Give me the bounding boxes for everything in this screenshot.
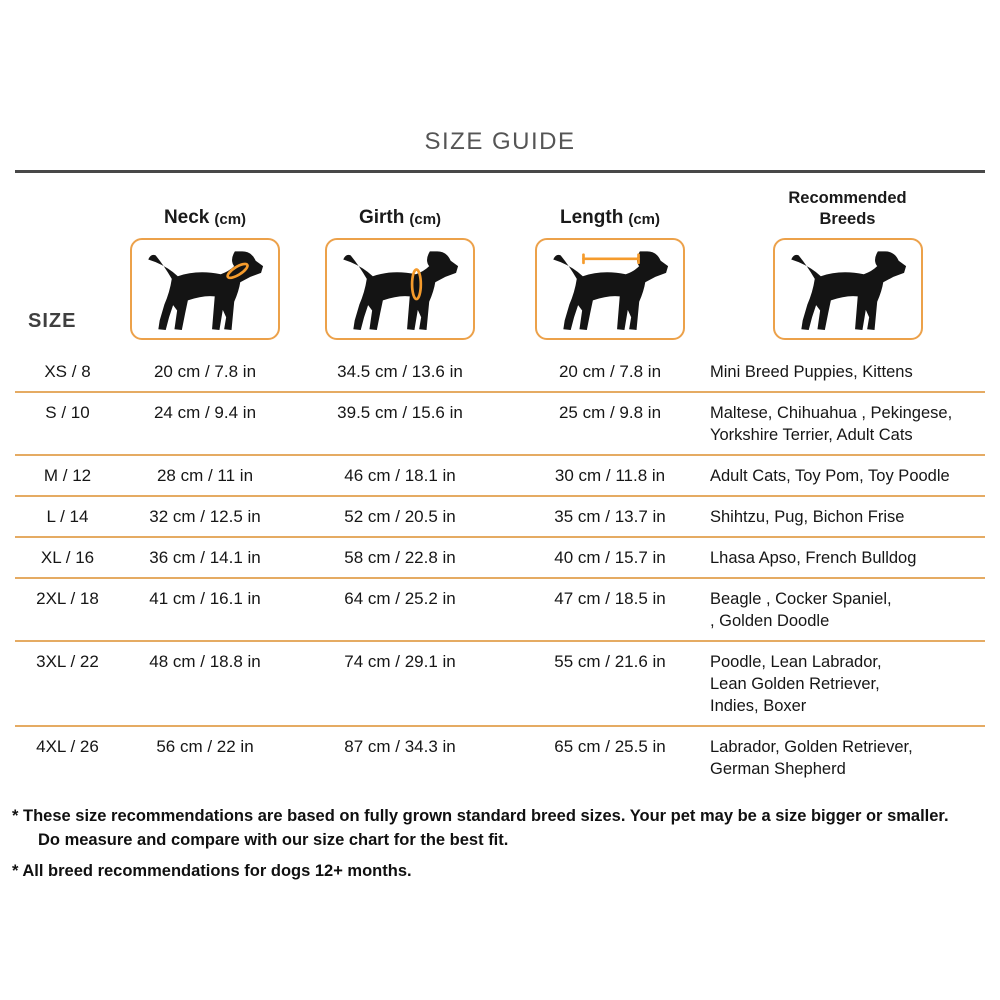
breeds-cell: Beagle , Cocker Spaniel, , Golden Doodle [710,590,892,630]
measure-illustrations [15,238,985,340]
neck-column-header: Neck (cm) [163,207,247,229]
table-row [15,579,985,642]
breeds-cell: Adult Cats, Toy Pom, Toy Poodle [710,467,950,485]
footnote: * These size recommendations are based on fully grown standard breed sizes. Your pet may be a size bigger or smaller. Do measure and compare with our size chart for the best fit. [12,807,949,849]
girth-column-header: Girth (cm) [358,207,442,229]
neck-cell: 41 cm / 16.1 in [149,589,261,608]
neck-cell: 28 cm / 11 in [156,466,254,485]
neck-illustration-box [130,238,280,340]
breeds-cell: Shihtzu, Pug, Bichon Frise [710,508,905,526]
size-cell: XL / 16 [40,548,95,567]
dog-girth-measure-icon [331,242,469,336]
neck-cell: 20 cm / 7.8 in [153,362,257,381]
table-row [15,642,985,727]
girth-cell: 58 cm / 22.8 in [344,548,456,567]
size-cell: S / 10 [45,403,90,422]
dog-silhouette-icon [779,242,917,336]
length-cell: 20 cm / 7.8 in [558,362,662,381]
size-cell: 4XL / 26 [36,737,99,756]
breeds-illustration-box [773,238,923,340]
breeds-cell: Mini Breed Puppies, Kittens [710,363,913,381]
breeds-cell: Lhasa Apso, French Bulldog [710,549,917,567]
neck-cell: 24 cm / 9.4 in [153,403,257,422]
table-row [15,497,985,538]
size-cell: L / 14 [46,507,89,526]
table-row [15,456,985,497]
neck-cell: 56 cm / 22 in [156,737,254,756]
size-row-label: SIZE [28,310,77,332]
girth-illustration-box [325,238,475,340]
length-cell: 47 cm / 18.5 in [554,589,666,608]
girth-cell: 52 cm / 20.5 in [344,507,456,526]
length-illustration-box [535,238,685,340]
table-row [15,393,985,456]
dog-neck-measure-icon [136,242,274,336]
neck-cell: 48 cm / 18.8 in [149,652,261,671]
breeds-cell: Maltese, Chihuahua , Pekingese, Yorkshire Terrier, Adult Cats [710,404,953,444]
length-cell: 40 cm / 15.7 in [554,548,666,567]
size-table-body [15,352,985,788]
girth-cell: 87 cm / 34.3 in [344,737,456,756]
table-header [15,188,985,340]
table-row [15,352,985,393]
girth-cell: 34.5 cm / 13.6 in [337,362,463,381]
length-cell: 35 cm / 13.7 in [554,507,666,526]
footnotes [12,804,988,883]
length-cell: 55 cm / 21.6 in [554,652,666,671]
girth-cell: 74 cm / 29.1 in [344,652,456,671]
size-header-spacer [15,229,120,233]
length-column-header: Length (cm) [560,207,660,229]
breeds-cell: Poodle, Lean Labrador, Lean Golden Retriever, Indies, Boxer [710,653,882,715]
title-divider [15,170,985,173]
breeds-cell: Labrador, Golden Retriever, German Shepherd [710,738,913,778]
girth-cell: 64 cm / 25.2 in [344,589,456,608]
dog-length-measure-icon [541,242,679,336]
length-cell: 65 cm / 25.5 in [554,737,666,756]
size-cell: 2XL / 18 [36,589,99,608]
table-row [15,538,985,579]
neck-cell: 36 cm / 14.1 in [149,548,261,567]
size-cell: 3XL / 22 [36,652,99,671]
size-cell: XS / 8 [44,362,91,381]
size-cell: M / 12 [43,466,92,485]
girth-cell: 46 cm / 18.1 in [344,466,456,485]
table-row [15,727,985,788]
length-cell: 30 cm / 11.8 in [554,466,666,485]
footnote: * All breed recommendations for dogs 12+ months. [12,862,412,880]
page-title: SIZE GUIDE [424,128,576,155]
girth-cell: 39.5 cm / 15.6 in [337,403,463,422]
breeds-column-header: Recommended Breeds [788,189,907,228]
column-headers [15,188,985,232]
length-cell: 25 cm / 9.8 in [558,403,662,422]
neck-cell: 32 cm / 12.5 in [149,507,261,526]
